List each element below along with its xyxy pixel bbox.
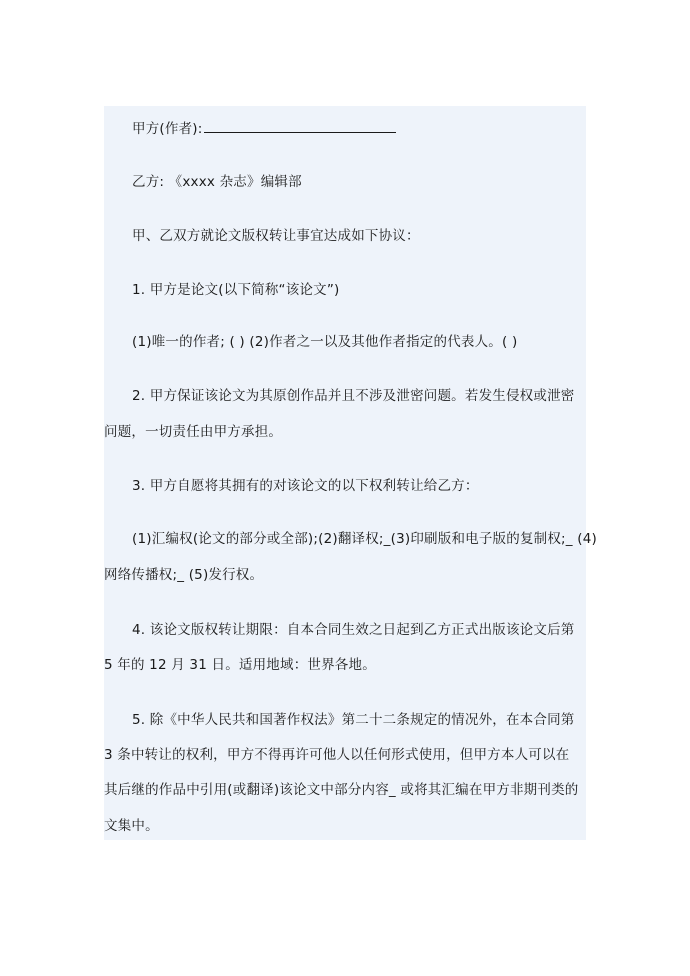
clause-3-line-3: 网络传播权;_ (5)发行权。 xyxy=(104,567,264,583)
clause-5-line-2: 3 条中转让的权利，甲方不得再许可他人以任何形式使用，但甲方本人可以在 xyxy=(104,747,570,763)
clause-3-line-2: (1)汇编权(论文的部分或全部);(2)翻译权;_(3)印刷版和电子版的复制权;_ (4) xyxy=(132,531,597,547)
party-a-label: 甲方(作者): xyxy=(132,121,203,137)
clause-3-line-1: 3. 甲方自愿将其拥有的对该论文的以下权利转让给乙方： xyxy=(132,478,479,494)
party-b-line: 乙方: 《xxxx 杂志》编辑部 xyxy=(132,174,302,190)
party-a-signature-blank[interactable] xyxy=(204,118,396,133)
clause-2-line-2: 问题，一切责任由甲方承担。 xyxy=(104,424,283,440)
clause-5-line-1: 5. 除《中华人民共和国著作权法》第二十二条规定的情况外，在本合同第 xyxy=(132,712,575,728)
clause-4-line-2: 5 年的 12 月 31 日。适用地域：世界各地。 xyxy=(104,657,376,673)
clause-5-line-3: 其后继的作品中引用(或翻译)该论文中部分内容_ 或将其汇编在甲方非期刊类的 xyxy=(104,782,579,798)
party-a-line xyxy=(132,118,396,139)
clause-1-line-1: 1. 甲方是论文(以下简称“该论文”) xyxy=(132,282,340,298)
agreement-intro: 甲、乙双方就论文版权转让事宜达成如下协议： xyxy=(132,228,420,244)
clause-1-line-2: (1)唯一的作者; ( ) (2)作者之一以及其他作者指定的代表人。( ) xyxy=(132,334,518,350)
clause-5-line-4: 文集中。 xyxy=(104,818,159,834)
clause-4-line-1: 4. 该论文版权转让期限：自本合同生效之日起到乙方正式出版该论文后第 xyxy=(132,622,575,638)
clause-2-line-1: 2. 甲方保证该论文为其原创作品并且不涉及泄密问题。若发生侵权或泄密 xyxy=(132,388,575,404)
